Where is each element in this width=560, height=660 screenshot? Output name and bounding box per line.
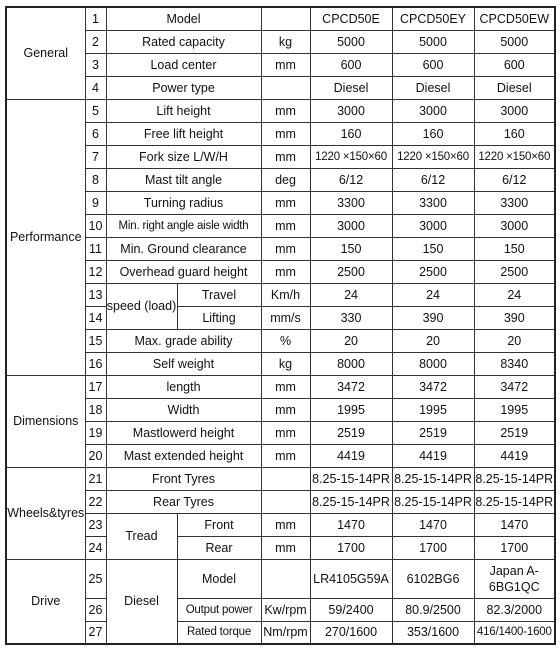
row-label: Power type <box>106 76 261 99</box>
table-row <box>6 375 555 398</box>
value-cell: Japan A-6BG1QC <box>474 559 555 598</box>
value-cell: Diesel <box>310 76 392 99</box>
unit-cell: kg <box>261 352 310 375</box>
row-number: 18 <box>85 398 106 421</box>
table-row <box>6 444 555 467</box>
value-cell: 6/12 <box>392 168 474 191</box>
group-dimensions: Dimensions <box>6 375 85 467</box>
header-row <box>6 7 555 30</box>
value-cell: 1220 ×150×60 <box>474 145 555 168</box>
unit-cell: mm <box>261 513 310 536</box>
group-wheels: Wheels&tyres <box>6 467 85 559</box>
row-label: Max. grade ability <box>106 329 261 352</box>
value-cell: 24 <box>310 283 392 306</box>
row-number: 25 <box>85 559 106 598</box>
value-cell: 1995 <box>474 398 555 421</box>
unit-cell <box>261 467 310 490</box>
row-number: 13 <box>85 283 106 306</box>
row-number: 11 <box>85 237 106 260</box>
value-cell: 59/2400 <box>310 598 392 621</box>
table-row <box>6 329 555 352</box>
row-label: Fork size L/W/H <box>106 145 261 168</box>
unit-cell: Nm/rpm <box>261 621 310 644</box>
table-row <box>6 76 555 99</box>
unit-cell: Km/h <box>261 283 310 306</box>
value-cell: 390 <box>392 306 474 329</box>
value-cell: 1470 <box>392 513 474 536</box>
value-cell: 330 <box>310 306 392 329</box>
unit-cell: mm <box>261 122 310 145</box>
row-number: 7 <box>85 145 106 168</box>
value-cell: 160 <box>392 122 474 145</box>
table-row <box>6 352 555 375</box>
value-cell: 5000 <box>310 30 392 53</box>
unit-cell: mm <box>261 99 310 122</box>
value-cell: 1700 <box>310 536 392 559</box>
value-cell: 150 <box>310 237 392 260</box>
value-cell: 8.25-15-14PR <box>310 467 392 490</box>
value-cell: 3000 <box>310 214 392 237</box>
value-cell: 1995 <box>392 398 474 421</box>
unit-cell: mm <box>261 536 310 559</box>
row-number: 6 <box>85 122 106 145</box>
table-row <box>6 467 555 490</box>
row-label: Free lift height <box>106 122 261 145</box>
row-number: 9 <box>85 191 106 214</box>
unit-cell: mm <box>261 214 310 237</box>
row-label: Rear <box>177 536 261 559</box>
row-number: 14 <box>85 306 106 329</box>
table-row <box>6 398 555 421</box>
value-cell: 353/1600 <box>392 621 474 644</box>
row-label: Output power <box>177 598 261 621</box>
value-cell: 600 <box>392 53 474 76</box>
row-number: 2 <box>85 30 106 53</box>
value-cell: Diesel <box>474 76 555 99</box>
row-label: Rear Tyres <box>106 490 261 513</box>
row-number: 23 <box>85 513 106 536</box>
table-row <box>6 306 555 329</box>
row-label: Self weight <box>106 352 261 375</box>
value-cell: Diesel <box>392 76 474 99</box>
value-cell: 6/12 <box>310 168 392 191</box>
row-label: Min. right angle aisle width <box>106 214 261 237</box>
value-cell: 20 <box>310 329 392 352</box>
row-number: 16 <box>85 352 106 375</box>
value-cell: 8.25-15-14PR <box>392 467 474 490</box>
table-row <box>6 559 555 598</box>
value-cell: 8000 <box>392 352 474 375</box>
value-cell: 5000 <box>392 30 474 53</box>
value-cell: 8.25-15-14PR <box>474 467 555 490</box>
row-label: Turning radius <box>106 191 261 214</box>
row-label: Front Tyres <box>106 467 261 490</box>
unit-cell <box>261 559 310 598</box>
value-cell: 1470 <box>310 513 392 536</box>
value-cell: 3300 <box>392 191 474 214</box>
value-cell: 2519 <box>310 421 392 444</box>
value-cell: 1220 ×150×60 <box>392 145 474 168</box>
model-header: CPCD50EW <box>474 7 555 30</box>
value-cell: 3000 <box>474 99 555 122</box>
row-label: Lifting <box>177 306 261 329</box>
value-cell: 4419 <box>474 444 555 467</box>
table-row <box>6 598 555 621</box>
unit-cell: kg <box>261 30 310 53</box>
table-row <box>6 122 555 145</box>
value-cell: 3472 <box>392 375 474 398</box>
row-number: 5 <box>85 99 106 122</box>
row-number: 26 <box>85 598 106 621</box>
value-cell: 8.25-15-14PR <box>310 490 392 513</box>
unit-cell: mm <box>261 260 310 283</box>
value-cell: 20 <box>392 329 474 352</box>
unit-cell: mm/s <box>261 306 310 329</box>
row-label: Travel <box>177 283 261 306</box>
row-number: 4 <box>85 76 106 99</box>
unit-cell <box>261 76 310 99</box>
row-label: Front <box>177 513 261 536</box>
value-cell: 600 <box>474 53 555 76</box>
value-cell: 6/12 <box>474 168 555 191</box>
value-cell: 2500 <box>392 260 474 283</box>
value-cell: 270/1600 <box>310 621 392 644</box>
value-cell: 1700 <box>474 536 555 559</box>
row-label: Mast tilt angle <box>106 168 261 191</box>
row-label: Model <box>177 559 261 598</box>
value-cell: 3000 <box>474 214 555 237</box>
table-row <box>6 260 555 283</box>
row-number: 12 <box>85 260 106 283</box>
unit-cell: mm <box>261 53 310 76</box>
row-number: 8 <box>85 168 106 191</box>
row-number: 21 <box>85 467 106 490</box>
value-cell: 2519 <box>392 421 474 444</box>
unit-cell: mm <box>261 237 310 260</box>
header-label: Model <box>106 7 261 30</box>
value-cell: 24 <box>392 283 474 306</box>
value-cell: 2500 <box>474 260 555 283</box>
value-cell: 160 <box>474 122 555 145</box>
value-cell: 416/1400-1600 <box>474 621 555 644</box>
unit-cell: mm <box>261 421 310 444</box>
value-cell: 3300 <box>474 191 555 214</box>
row-number: 22 <box>85 490 106 513</box>
spec-table <box>5 6 556 645</box>
value-cell: 80.9/2500 <box>392 598 474 621</box>
table-row <box>6 145 555 168</box>
table-row <box>6 536 555 559</box>
unit-cell: mm <box>261 191 310 214</box>
value-cell: 8000 <box>310 352 392 375</box>
row-label: Min. Ground clearance <box>106 237 261 260</box>
value-cell: 390 <box>474 306 555 329</box>
value-cell: 1700 <box>392 536 474 559</box>
value-cell: 82.3/2000 <box>474 598 555 621</box>
row-label: Rated capacity <box>106 30 261 53</box>
row-number: 19 <box>85 421 106 444</box>
value-cell: 3300 <box>310 191 392 214</box>
value-cell: 3000 <box>392 99 474 122</box>
row-number: 17 <box>85 375 106 398</box>
table-row <box>6 53 555 76</box>
value-cell: 3472 <box>474 375 555 398</box>
group-general: General <box>6 7 85 99</box>
row-number: 3 <box>85 53 106 76</box>
unit-cell: mm <box>261 444 310 467</box>
value-cell: 2500 <box>310 260 392 283</box>
value-cell: 150 <box>474 237 555 260</box>
diesel-subgroup: Diesel <box>106 559 177 644</box>
value-cell: LR4105G59A <box>310 559 392 598</box>
unit-cell: mm <box>261 145 310 168</box>
value-cell: 3000 <box>392 214 474 237</box>
model-header: CPCD50E <box>310 7 392 30</box>
value-cell: 8.25-15-14PR <box>392 490 474 513</box>
row-number: 24 <box>85 536 106 559</box>
value-cell: 5000 <box>474 30 555 53</box>
group-drive: Drive <box>6 559 85 644</box>
unit-cell <box>261 490 310 513</box>
row-number: 1 <box>85 7 106 30</box>
speed-subgroup: speed (load) <box>106 283 177 329</box>
unit-cell <box>261 7 310 30</box>
row-label: Rated torque <box>177 621 261 644</box>
row-label: length <box>106 375 261 398</box>
value-cell: 3472 <box>310 375 392 398</box>
row-number: 10 <box>85 214 106 237</box>
row-label: Lift height <box>106 99 261 122</box>
unit-cell: mm <box>261 375 310 398</box>
value-cell: 20 <box>474 329 555 352</box>
value-cell: 600 <box>310 53 392 76</box>
model-header: CPCD50EY <box>392 7 474 30</box>
value-cell: 8.25-15-14PR <box>474 490 555 513</box>
row-label: Mastlowerd height <box>106 421 261 444</box>
value-cell: 2519 <box>474 421 555 444</box>
value-cell: 150 <box>392 237 474 260</box>
row-label: Overhead guard height <box>106 260 261 283</box>
unit-cell: % <box>261 329 310 352</box>
group-performance: Performance <box>6 99 85 375</box>
value-cell: 4419 <box>392 444 474 467</box>
table-row <box>6 191 555 214</box>
value-cell: 1995 <box>310 398 392 421</box>
row-label: Mast extended height <box>106 444 261 467</box>
row-number: 27 <box>85 621 106 644</box>
table-row <box>6 490 555 513</box>
table-row <box>6 621 555 644</box>
table-row <box>6 99 555 122</box>
value-cell: 4419 <box>310 444 392 467</box>
row-number: 20 <box>85 444 106 467</box>
table-row <box>6 513 555 536</box>
value-cell: 3000 <box>310 99 392 122</box>
table-row <box>6 283 555 306</box>
value-cell: 1470 <box>474 513 555 536</box>
value-cell: 8340 <box>474 352 555 375</box>
table-row <box>6 214 555 237</box>
table-row <box>6 421 555 444</box>
value-cell: 24 <box>474 283 555 306</box>
row-number: 15 <box>85 329 106 352</box>
row-label: Load center <box>106 53 261 76</box>
value-cell: 6102BG6 <box>392 559 474 598</box>
value-cell: 1220 ×150×60 <box>310 145 392 168</box>
row-label: Width <box>106 398 261 421</box>
unit-cell: Kw/rpm <box>261 598 310 621</box>
tread-subgroup: Tread <box>106 513 177 559</box>
table-row <box>6 168 555 191</box>
unit-cell: mm <box>261 398 310 421</box>
value-cell: 160 <box>310 122 392 145</box>
table-row <box>6 30 555 53</box>
table-row <box>6 237 555 260</box>
unit-cell: deg <box>261 168 310 191</box>
